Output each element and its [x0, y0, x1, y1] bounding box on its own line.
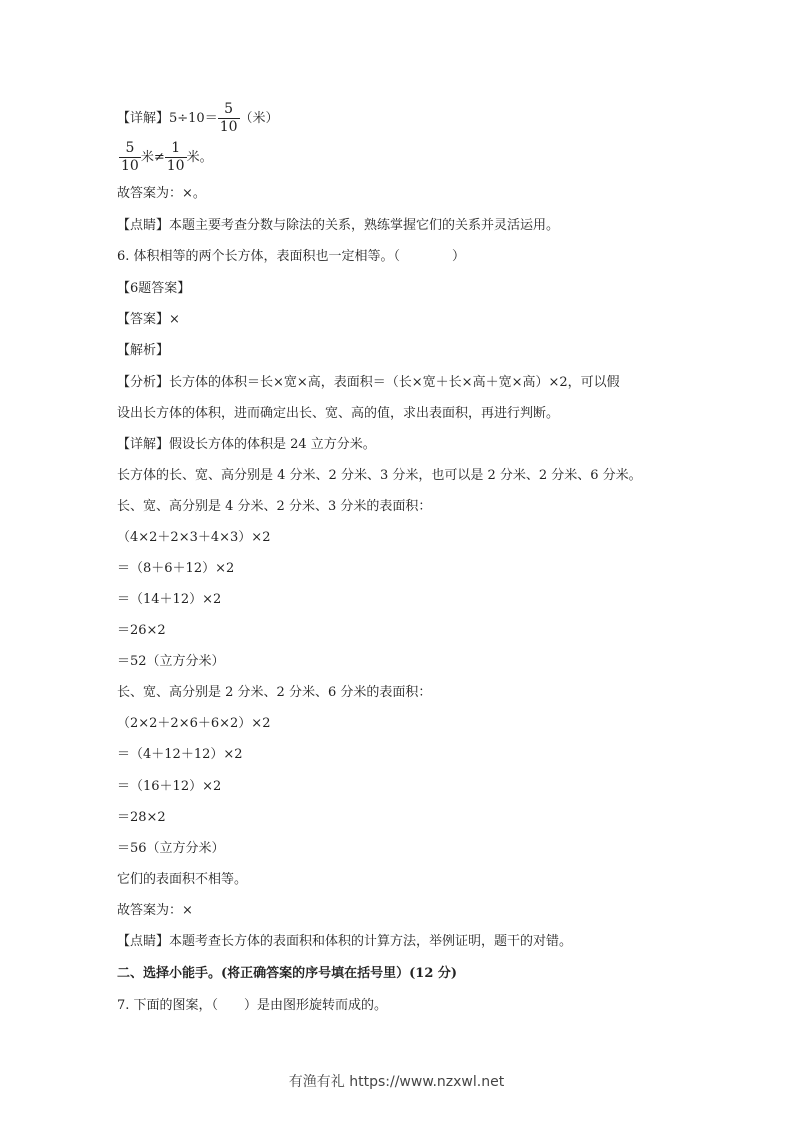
text-line: ＝（8＋6＋12）×2 — [117, 561, 235, 576]
denominator: 10 — [121, 158, 139, 174]
text-line: 【解析】 — [117, 343, 170, 358]
section-heading: 二、选择小能手。(将正确答案的序号填在括号里）(12 分) — [117, 966, 458, 981]
text-line: 【答案】× — [117, 312, 180, 327]
text-line: ＝（4＋12＋12）×2 — [117, 747, 243, 762]
fraction-compare-line — [119, 140, 213, 175]
text-line: ＝26×2 — [117, 623, 166, 638]
denominator: 10 — [166, 158, 185, 174]
text-line: ＝（16＋12）×2 — [117, 779, 222, 794]
text-line: 【点睛】本题主要考查分数与除法的关系，熟练掌握它们的关系并灵活运用。 — [117, 218, 560, 233]
text-line: 长、宽、高分别是 2 分米、2 分米、6 分米的表面积： — [117, 685, 432, 700]
question-text: 6. 体积相等的两个长方体，表面积也一定相等。（ ） — [117, 249, 466, 264]
numerator: 5 — [119, 140, 141, 158]
text-line: 【点睛】本题考查长方体的表面积和体积的计算方法，举例证明，题干的对错。 — [117, 934, 573, 949]
fraction — [119, 140, 141, 175]
text-line: ＝56（立方分米） — [117, 841, 225, 856]
not-equal-text: 米≠ — [140, 150, 165, 165]
detail-suffix: （米） — [239, 111, 279, 126]
text-line: ＝28×2 — [117, 810, 166, 825]
fraction — [218, 101, 240, 136]
footer-watermark: 有渔有礼 https://www.nzxwl.net — [288, 1074, 505, 1090]
numerator: 5 — [218, 101, 240, 119]
text-line: （2×2＋2×6＋6×2）×2 — [117, 716, 271, 731]
text-line: ＝52（立方分米） — [117, 654, 225, 669]
numerator: 1 — [165, 140, 187, 158]
text-line: 长方体的长、宽、高分别是 4 分米、2 分米、3 分米，也可以是 2 分米、2 分米、6 分米。 — [117, 468, 642, 483]
denominator: 10 — [219, 119, 238, 135]
text-line: ＝（14＋12）×2 — [117, 592, 222, 607]
text-line: 故答案为：×。 — [117, 186, 206, 201]
detail-division-line — [117, 101, 279, 136]
text-line: 【分析】长方体的体积＝长×宽×高，表面积＝（长×宽＋长×高＋宽×高）×2，可以假 — [117, 375, 620, 390]
text-line: 它们的表面积不相等。 — [117, 872, 248, 887]
suffix: 米。 — [186, 150, 213, 165]
text-line: 设出长方体的体积，进而确定出长、宽、高的值，求出表面积，再进行判断。 — [117, 406, 560, 421]
text-line: 故答案为：× — [117, 903, 193, 918]
text-line: 长、宽、高分别是 4 分米、2 分米、3 分米的表面积： — [117, 499, 432, 514]
fraction — [165, 140, 187, 175]
text-line: （4×2＋2×3＋4×3）×2 — [117, 530, 271, 545]
detail-prefix: 【详解】5÷10＝ — [117, 111, 218, 126]
question-text: 7. 下面的图案，（ ）是由图形旋转而成的。 — [117, 998, 388, 1013]
text-line: 【详解】假设长方体的体积是 24 立方分米。 — [117, 437, 376, 452]
text-line: 【6题答案】 — [117, 281, 191, 296]
